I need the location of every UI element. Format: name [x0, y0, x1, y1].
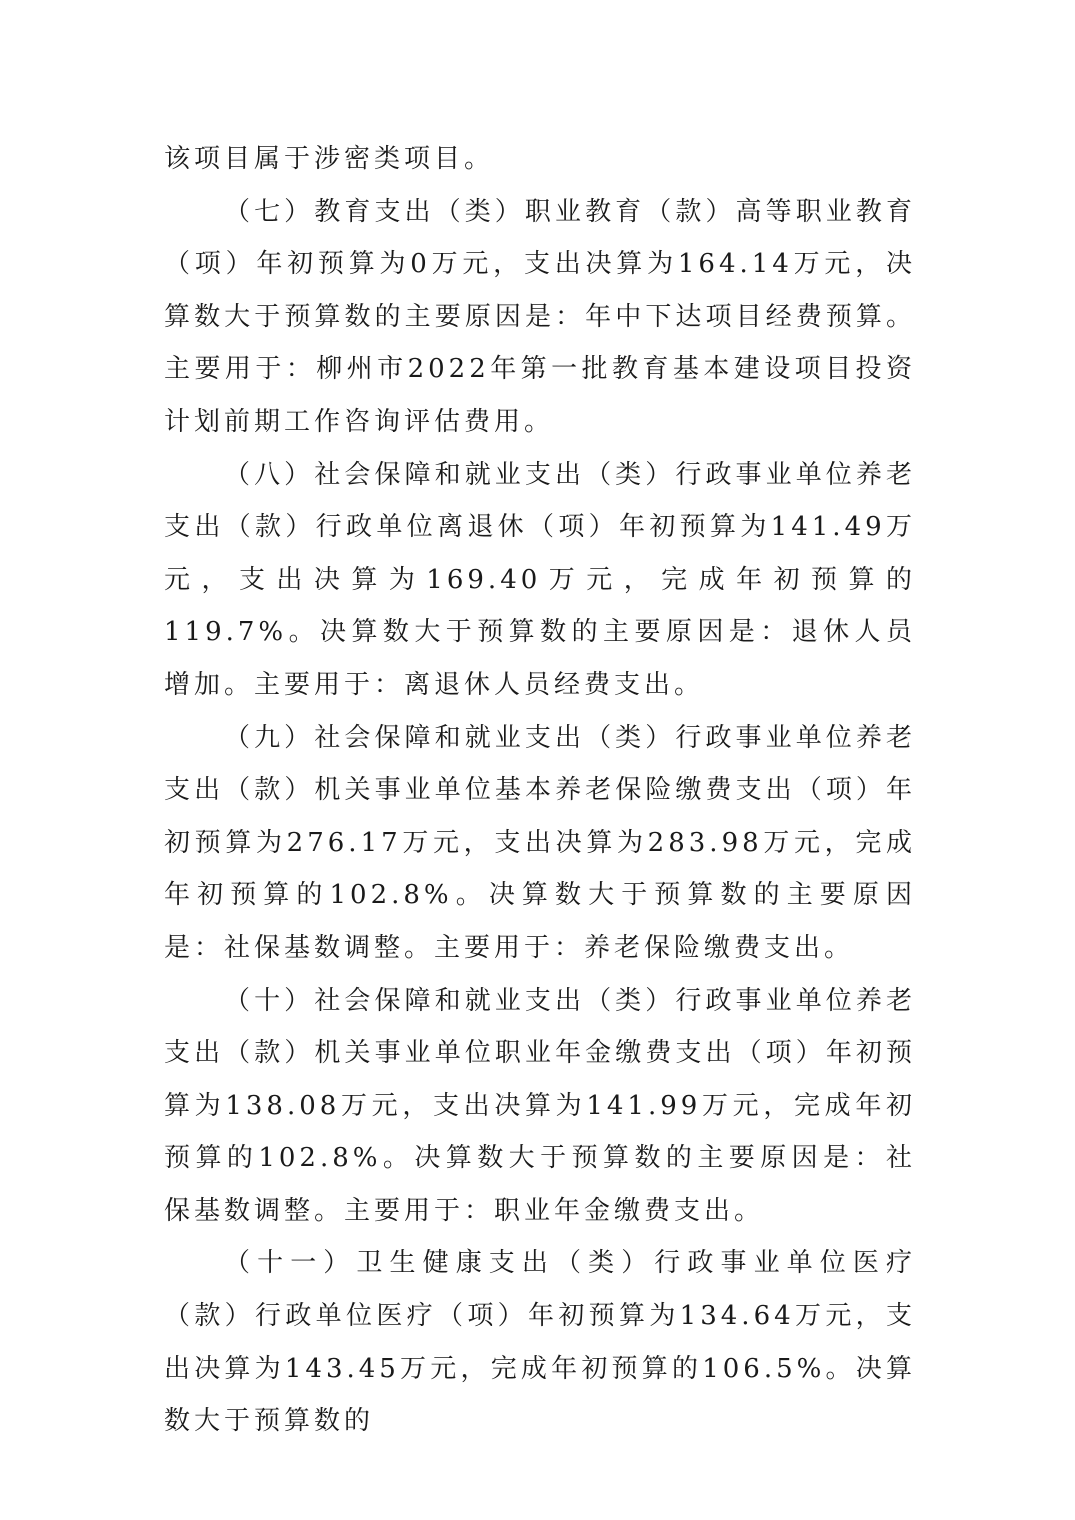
- paragraph-item-8-retirement: （八）社会保障和就业支出（类）行政事业单位养老支出（款）行政单位离退休（项）年初预算为141.49万元，支出决算为169.40万元，完成年初预算的119.7%。决算数大于预算数的主要原因是：退休人员增加。主要用于：离退休人员经费支出。: [164, 459, 916, 700]
- paragraph-item-10-occupational-annuity: （十）社会保障和就业支出（类）行政事业单位养老支出（款）机关事业单位职业年金缴费支出（项）年初预算为138.08万元，支出决算为141.99万元，完成年初预算的102.8%。决算数大于预算数的主要原因是：社保基数调整。主要用于：职业年金缴费支出。: [164, 985, 916, 1226]
- document-page: [164, 133, 916, 1448]
- paragraph-classified-project-note: 该项目属于涉密类项目。: [164, 144, 495, 174]
- paragraph-item-11-health-medical: （十一）卫生健康支出（类）行政事业单位医疗（款）行政单位医疗（项）年初预算为134.64万元，支出决算为143.45万元，完成年初预算的106.5%。决算数大于预算数的: [164, 1248, 916, 1437]
- paragraph-item-9-basic-pension-insurance: （九）社会保障和就业支出（类）行政事业单位养老支出（款）机关事业单位基本养老保险缴费支出（项）年初预算为276.17万元，支出决算为283.98万元，完成年初预算的102.8%。决算数大于预算数的主要原因是：社保基数调整。主要用于：养老保险缴费支出。: [164, 722, 916, 963]
- paragraph-item-7-vocational-education: （七）教育支出（类）职业教育（款）高等职业教育（项）年初预算为0万元，支出决算为164.14万元，决算数大于预算数的主要原因是：年中下达项目经费预算。主要用于：柳州市2022年第一批教育基本建设项目投资计划前期工作咨询评估费用。: [164, 196, 916, 437]
